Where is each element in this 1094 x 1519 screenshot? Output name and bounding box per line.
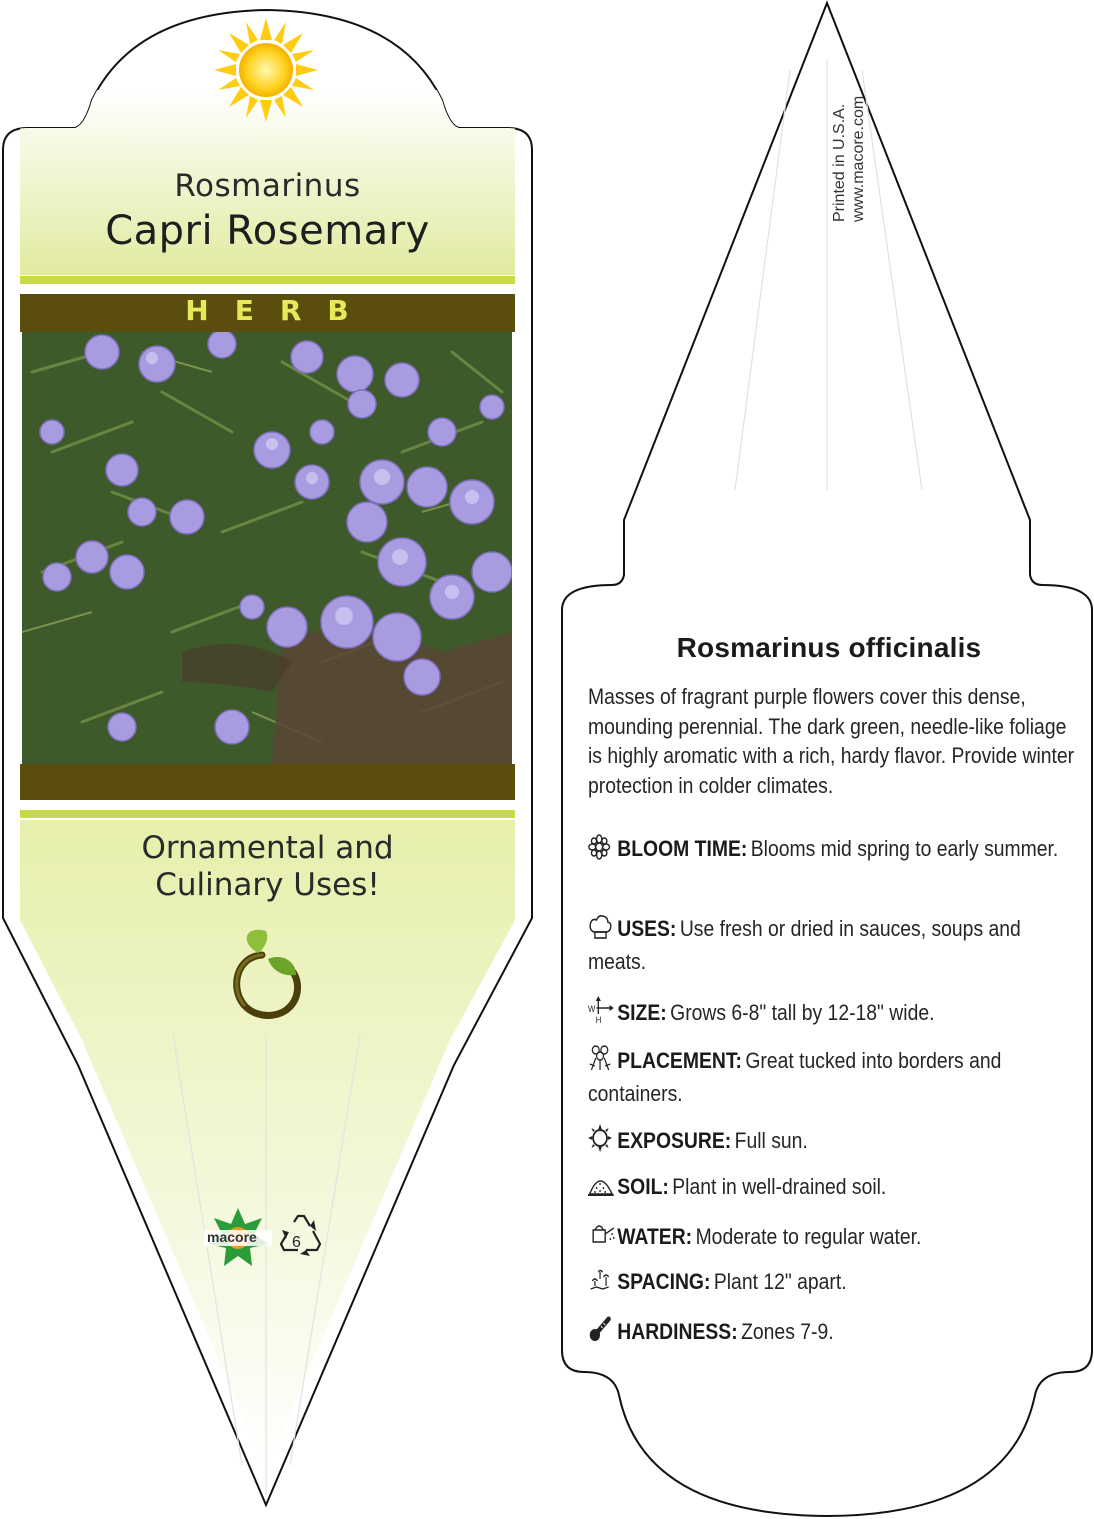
flower-icon xyxy=(588,834,617,867)
attribute-label: USES: xyxy=(617,916,677,941)
attribute-value: Plant 12" apart. xyxy=(713,1269,847,1294)
attribute-value: Great tucked into borders and containers. xyxy=(588,1048,1002,1107)
attribute-label: SPACING: xyxy=(617,1269,711,1294)
printed-origin: Printed in U.S.A. xyxy=(831,103,848,222)
plant-common-name: Capri Rosemary xyxy=(105,208,430,254)
attribute-label: SOIL: xyxy=(617,1174,669,1199)
attribute-value: Grows 6-8" tall by 12-18" wide. xyxy=(670,1000,935,1025)
sun-exposure-icon xyxy=(214,18,318,122)
plant-genus: Rosmarinus xyxy=(174,168,361,204)
attribute-label: WATER: xyxy=(617,1224,693,1249)
tagline-line-2: Culinary Uses! xyxy=(155,867,380,904)
attribute-label: PLACEMENT: xyxy=(617,1048,742,1073)
lime-stripe-top xyxy=(20,276,515,284)
chef-hat-icon xyxy=(588,914,617,947)
sun-icon xyxy=(588,1124,617,1159)
lime-stripe-bottom xyxy=(20,810,515,818)
recycle-code: 6 xyxy=(292,1234,301,1251)
plant-cluster-icon xyxy=(588,1044,617,1079)
size-w-letter: W xyxy=(588,1003,596,1015)
plant-category: HERB xyxy=(185,294,375,327)
attribute-bloom-time xyxy=(588,834,1076,867)
attribute-size xyxy=(588,996,1076,1031)
attribute-label: SIZE: xyxy=(617,1000,667,1025)
printed-info xyxy=(830,96,868,222)
attribute-placement xyxy=(588,1044,1076,1109)
plant-photo xyxy=(22,332,512,764)
photo-bottom-band xyxy=(20,764,515,800)
botanical-name: Rosmarinus officinalis xyxy=(676,632,982,663)
attribute-label: BLOOM TIME: xyxy=(617,836,748,861)
plant-description: Masses of fragrant purple flowers cover this dense, mounding perennial. The dark green, needle-like foliage is highly aromatic with a rich, hardy flavor. Provide winter protection in colder climates. xyxy=(588,684,1075,799)
attribute-spacing xyxy=(588,1267,1076,1300)
attribute-water xyxy=(588,1220,1076,1255)
attribute-hardiness xyxy=(588,1315,1076,1350)
thermometer-icon xyxy=(588,1315,617,1350)
tagline xyxy=(20,830,515,904)
attribute-label: EXPOSURE: xyxy=(617,1128,732,1153)
size-h-letter: H xyxy=(595,1014,602,1024)
attribute-value: Full sun. xyxy=(734,1128,808,1153)
attribute-uses xyxy=(588,914,1076,977)
soil-mound-icon xyxy=(588,1172,617,1205)
attribute-soil xyxy=(588,1172,1076,1205)
watering-can-icon xyxy=(588,1220,617,1255)
tagline-line-1: Ornamental and xyxy=(141,830,394,866)
printed-website: www.macore.com xyxy=(850,95,868,222)
attribute-value: Zones 7-9. xyxy=(741,1319,834,1344)
attribute-label: HARDINESS: xyxy=(617,1319,738,1344)
attribute-exposure xyxy=(588,1124,1076,1159)
attribute-value: Plant in well-drained soil. xyxy=(672,1174,887,1199)
attribute-value: Moderate to regular water. xyxy=(695,1224,922,1249)
attribute-value: Use fresh or dried in sauces, soups and meats. xyxy=(588,916,1021,975)
brand-name: macore xyxy=(207,1229,257,1245)
attribute-value: Blooms mid spring to early summer. xyxy=(750,836,1059,861)
seedlings-icon xyxy=(588,1267,617,1300)
size-arrows-icon xyxy=(588,996,617,1031)
